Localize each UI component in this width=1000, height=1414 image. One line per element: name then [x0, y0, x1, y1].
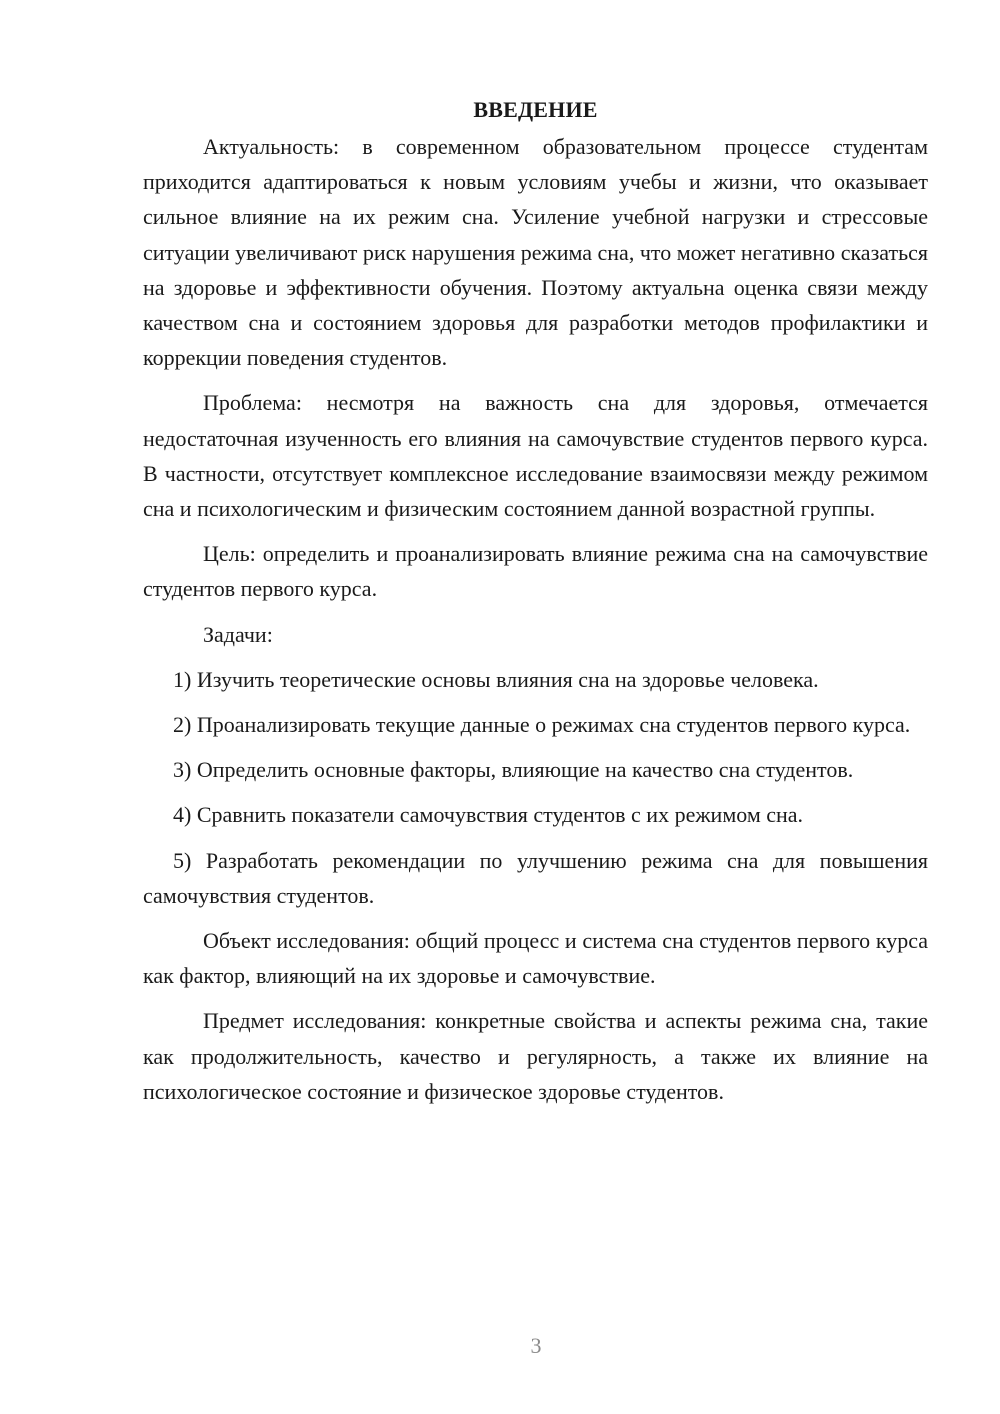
subject-paragraph: Предмет исследования: конкретные свойства и аспекты режима сна, такие как продолжительность, качество и регулярность, а также их влияние на психологическое состояние и физическое здоровье студентов. [143, 1008, 928, 1104]
page-title: ВВЕДЕНИЕ [473, 97, 598, 122]
problem-paragraph: Проблема: несмотря на важность сна для здоровья, отмечается недостаточная изученность его влияния на самочувствие студентов первого курса. В частности, отсутствует комплексное исследование взаимосвязи между режимом сна и психологическим и физическим состоянием данной возрастной группы. [143, 390, 928, 522]
task-item: 1) Изучить теоретические основы влияния сна на здоровье человека. [173, 666, 819, 692]
goal-paragraph: Цель: определить и проанализировать влияние режима сна на самочувствие студентов первого курса. [143, 541, 928, 602]
task-item: 3) Определить основные факторы, влияющие на качество сна студентов. [173, 757, 854, 783]
object-paragraph: Объект исследования: общий процесс и система сна студентов первого курса как фактор, влияющий на их здоровье и самочувствие. [143, 928, 928, 989]
task-item: 4) Сравнить показатели самочувствия студентов с их режимом сна. [173, 802, 804, 828]
page-number: 3 [530, 1333, 542, 1358]
document-page [143, 92, 928, 1119]
tasks-heading: Задачи: [203, 621, 273, 647]
relevance-paragraph: Актуальность: в современном образовательном процессе студентам приходится адаптироваться к новым условиям учебы и жизни, что оказывает сильное влияние на их режим сна. Усиление учебной нагрузки и стрессовые ситуации увеличивают риск нарушения режима сна, что может негативно сказаться на здоровье и эффективности обучения. Поэтому актуальна оценка связи между качеством сна и состоянием здоровья для разработки методов профилактики и коррекции поведения студентов. [143, 134, 928, 371]
task-item: 5) Разработать рекомендации по улучшению режима сна для повышения самочувствия студентов. [143, 847, 928, 908]
task-item: 2) Проанализировать текущие данные о режимах сна студентов первого курса. [173, 712, 911, 738]
